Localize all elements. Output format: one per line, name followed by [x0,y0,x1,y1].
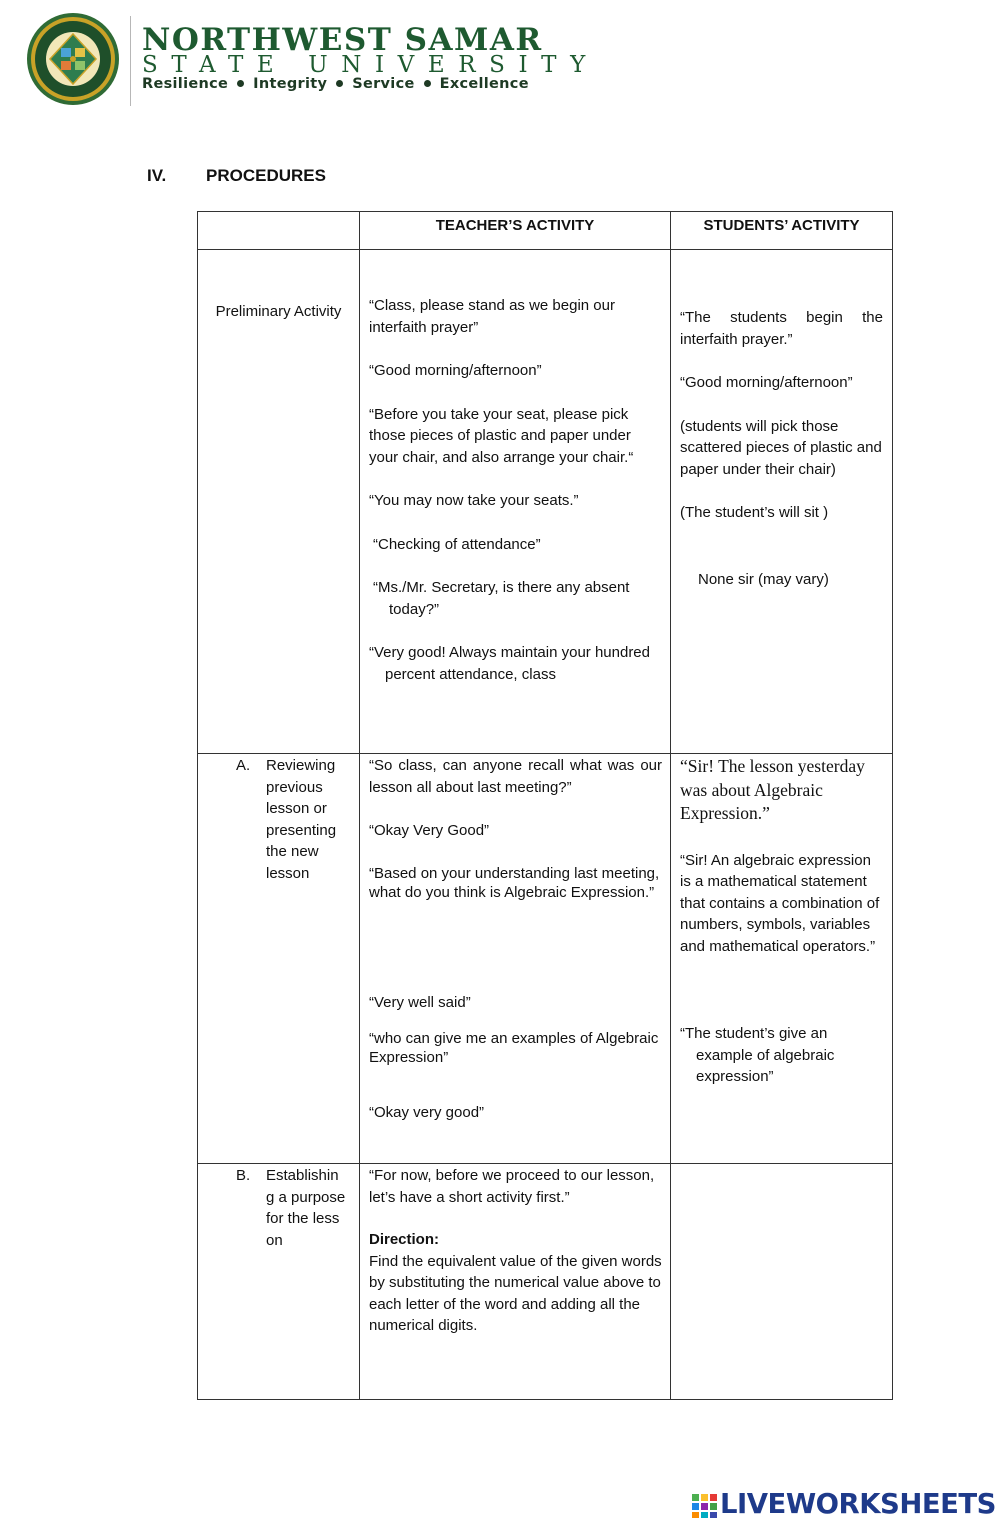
university-seal-logo [26,12,120,106]
teacher-cell [360,250,671,754]
phase-label: Preliminary Activity [215,303,342,320]
column-header-teacher: TEACHER’S ACTIVITY [360,212,671,250]
students-cell [671,754,893,1164]
teacher-line: “Before you take your seat, please pick those pieces of plastic and paper under your chair, and also arrange your chair.“ [369,405,634,466]
teacher-line: “For now, before we proceed to our lesson, let’s have a short activity first.” [369,1167,655,1206]
column-header-students: STUDENTS’ ACTIVITY [671,212,893,250]
motto-word: Integrity [253,76,328,92]
motto-word: Service [352,76,415,92]
teacher-line: “Class, please stand as we begin our interfaith prayer” [369,297,615,336]
liveworksheets-wordmark: LIVEWORKSHEETS [720,1488,996,1520]
direction-label: Direction: [369,1231,440,1248]
teacher-line: “Based on your understanding last meeting, what do you think is Algebraic Expression.” [369,864,660,901]
teacher-line: “So class, can anyone recall what was our lesson all about last meeting?” [369,757,662,796]
phase-cell [198,754,360,1164]
section-title: PROCEDURES [206,166,326,185]
bullet-dot-icon [336,80,343,87]
phase-label: Reviewing previous lesson or presenting the new lesson [266,757,337,882]
header-divider [130,16,131,106]
university-header [26,12,599,108]
students-line: “The student’s give an example of algebraic expression” [680,1025,835,1085]
students-line: (students will pick those scattered pieces of plastic and paper under their chair) [680,417,882,478]
liveworksheets-logo-icon [692,1494,718,1518]
phase-marker: B. [236,1167,251,1184]
teacher-line: “Very good! Always maintain your hundred percent attendance, class [369,644,650,683]
teacher-line: “Okay very good” [369,1104,485,1121]
students-line: None sir (may vary) [698,570,829,588]
table-row [198,754,893,1164]
table-row [198,1164,893,1400]
teacher-line: “who can give me an examples of Algebraic Expression” [369,1030,659,1066]
university-motto [142,76,529,92]
teacher-cell [360,1164,671,1400]
table-header-row [198,212,893,250]
students-line: “The students begin the interfaith prayer.” [680,309,883,348]
liveworksheets-brand [692,1488,996,1522]
students-cell [671,1164,893,1400]
phase-marker: A. [236,757,251,774]
bullet-dot-icon [424,80,431,87]
direction-text: Find the equivalent value of the given words by substituting the numerical value above to each letter of the word and adding all the numerical digits. [369,1252,662,1334]
phase-cell [198,1164,360,1400]
teacher-line: “Good morning/afternoon” [369,362,542,379]
teacher-line: “Checking of attendance” [373,535,541,553]
students-line: “Good morning/afternoon” [680,374,853,391]
teacher-cell [360,754,671,1164]
university-name: NORTHWEST SAMAR [142,22,543,58]
motto-word: Resilience [142,76,229,92]
motto-word: Excellence [439,76,529,92]
students-cell [671,250,893,754]
phase-label: Establishin g a purpose for the lesson [266,1167,346,1249]
bullet-dot-icon [237,80,244,87]
university-subtitle: STATE UNIVERSITY [142,52,599,78]
phase-cell [198,250,360,754]
students-line: (The student’s will sit ) [680,504,829,521]
teacher-line: “Ms./Mr. Secretary, is there any absent today?” [373,579,630,618]
teacher-line: “You may now take your seats.” [369,492,579,509]
students-line: “Sir! An algebraic expression is a mathematical statement that contains a combination of numbers, symbols, variables and mathematical operators.” [680,851,880,955]
teacher-line: “Very well said” [369,993,471,1011]
table-row [198,250,893,754]
procedures-table [197,211,893,1400]
teacher-line: “Okay Very Good” [369,822,490,839]
column-header-phase [198,212,360,250]
section-number: IV. [147,166,167,185]
students-line: “Sir! The lesson yesterday was about Algebraic Expression.” [680,756,865,823]
